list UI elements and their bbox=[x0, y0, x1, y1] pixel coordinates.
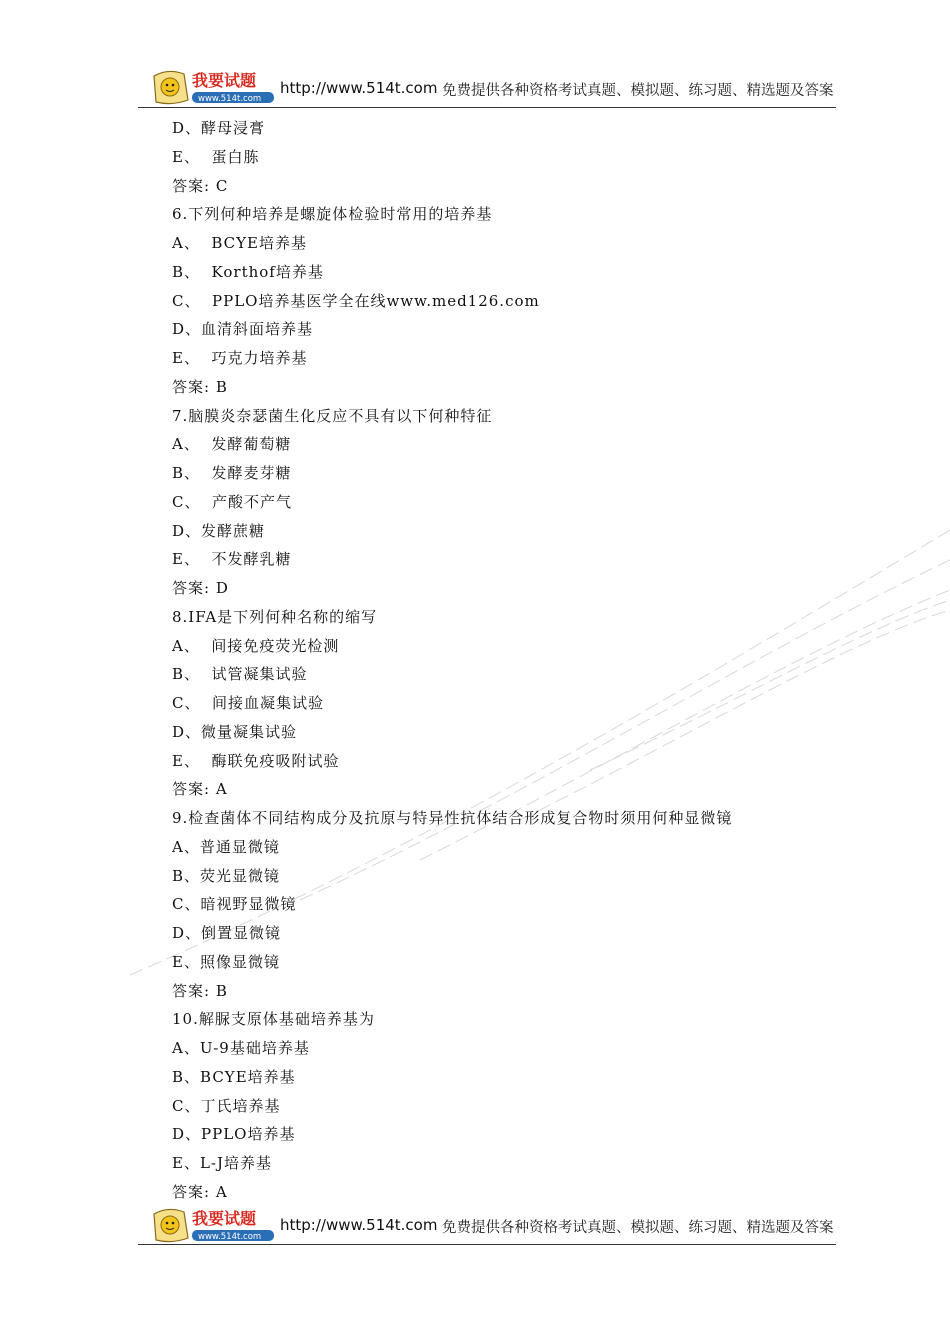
option-line: E、 酶联免疫吸附试验 bbox=[172, 751, 340, 770]
question-content bbox=[172, 114, 822, 1207]
option-line: C、丁氏培养基 bbox=[172, 1096, 281, 1115]
logo-title: 我要试题 bbox=[192, 1209, 257, 1228]
page-header bbox=[138, 62, 836, 112]
option-line: A、 发酵葡萄糖 bbox=[172, 435, 292, 454]
answer-line: 答案: D bbox=[172, 579, 229, 597]
option-line: C、 产酸不产气 bbox=[172, 492, 293, 511]
option-line: C、 间接血凝集试验 bbox=[172, 694, 325, 712]
option-line: B、 试管凝集试验 bbox=[172, 665, 308, 684]
question-line: 9.检查菌体不同结构成分及抗原与特异性抗体结合形成复合物时须用何种显微镜 bbox=[172, 809, 733, 827]
text-line: D、酵母浸膏 bbox=[172, 119, 266, 137]
option-line: B、 Korthof培养基 bbox=[172, 262, 324, 281]
logo-subtitle: www.514t.com bbox=[198, 1232, 262, 1242]
option-line: D、PPLO培养基 bbox=[172, 1125, 296, 1144]
answer-line: 答案: A bbox=[172, 1182, 228, 1201]
footer-rule bbox=[138, 1244, 836, 1245]
answer-line: 答案: A bbox=[172, 780, 228, 799]
site-slogan: 免费提供各种资格考试真题、模拟题、练习题、精选题及答案 bbox=[442, 1220, 834, 1236]
site-logo[interactable] bbox=[148, 1200, 278, 1248]
option-line: E、L-J培养基 bbox=[172, 1154, 272, 1172]
text-line: E、 蛋白胨 bbox=[172, 147, 260, 166]
option-line: D、血清斜面培养基 bbox=[172, 320, 314, 339]
answer-line: 答案: B bbox=[172, 981, 228, 1000]
site-slogan: 免费提供各种资格考试真题、模拟题、练习题、精选题及答案 bbox=[442, 83, 834, 99]
option-line: D、发酵蔗糖 bbox=[172, 521, 266, 540]
question-line: 10.解脲支原体基础培养基为 bbox=[172, 1010, 375, 1029]
logo-title: 我要试题 bbox=[192, 71, 257, 90]
option-line: B、BCYE培养基 bbox=[172, 1067, 296, 1086]
question-line: 8.IFA是下列何种名称的缩写 bbox=[172, 607, 378, 626]
page-footer bbox=[138, 1200, 836, 1250]
logo-subtitle: www.514t.com bbox=[198, 94, 262, 104]
option-line: E、照像显微镜 bbox=[172, 952, 280, 971]
option-line: D、微量凝集试验 bbox=[172, 722, 298, 741]
site-url[interactable]: http://www.514t.com bbox=[280, 79, 438, 97]
option-line: B、 发酵麦芽糖 bbox=[172, 464, 292, 482]
option-line: C、暗视野显微镜 bbox=[172, 895, 297, 914]
answer-line: 答案: C bbox=[172, 176, 229, 195]
option-line: A、U-9基础培养基 bbox=[172, 1039, 310, 1057]
option-line: B、荧光显微镜 bbox=[172, 866, 281, 885]
header-rule bbox=[138, 107, 836, 108]
site-url[interactable]: http://www.514t.com bbox=[280, 1216, 438, 1234]
option-line: A、 BCYE培养基 bbox=[172, 234, 307, 252]
site-logo[interactable] bbox=[148, 62, 278, 110]
option-line: E、 不发酵乳糖 bbox=[172, 550, 292, 569]
option-line: A、普通显微镜 bbox=[172, 837, 280, 856]
option-line: E、 巧克力培养基 bbox=[172, 349, 308, 367]
question-line: 6.下列何种培养是螺旋体检验时常用的培养基 bbox=[172, 205, 493, 224]
option-line: C、 PPLO培养基医学全在线www.med126.com bbox=[172, 291, 540, 310]
option-line: D、倒置显微镜 bbox=[172, 924, 282, 942]
option-line: A、 间接免疫荧光检测 bbox=[172, 636, 340, 655]
answer-line: 答案: B bbox=[172, 377, 228, 396]
question-line: 7.脑膜炎奈瑟菌生化反应不具有以下何种特征 bbox=[172, 406, 493, 425]
